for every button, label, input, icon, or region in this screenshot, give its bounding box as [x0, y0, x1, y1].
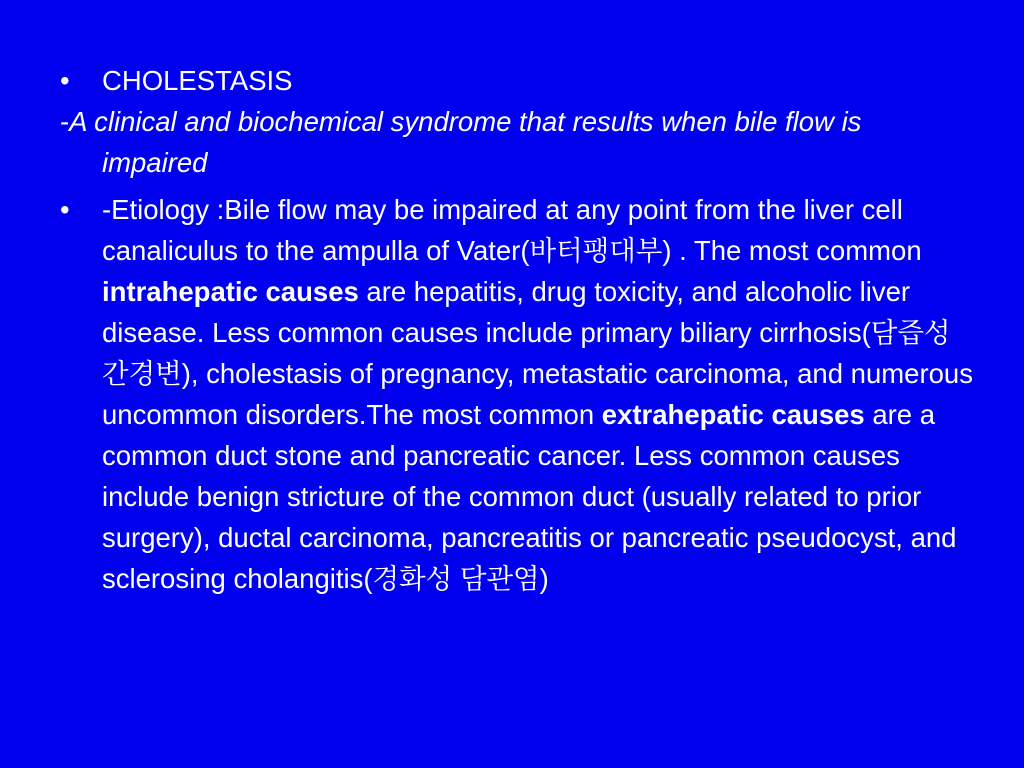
title-bullet	[60, 60, 974, 101]
bullet-icon: •	[60, 194, 70, 225]
extrahepatic-causes-bold: extrahepatic causes	[601, 399, 865, 430]
slide-title: CHOLESTASIS	[102, 65, 293, 96]
definition-line	[60, 101, 974, 183]
etiology-bullet	[60, 189, 974, 599]
etiology-part-2: are hepatitis, drug toxicity, and alcoholic liver disease. Less common causes include primary biliary cirrhosis(담즙성간경변), cholestasis of pregnancy, metastatic carcinoma, and numerous uncommon disorders.The most common	[102, 276, 973, 430]
definition-text: A clinical and biochemical syndrome that results when bile flow is impaired	[69, 106, 862, 178]
definition-dash: -	[60, 106, 70, 137]
etiology-part-3: are a common duct stone and pancreatic cancer. Less common causes include benign stricture of the common duct (usually related to prior surgery), ductal carcinoma, pancreatitis or pancreatic pseudocyst, and sclerosing cholangitis(경화성 담관염)	[102, 399, 957, 594]
etiology-part-1: -Etiology :Bile flow may be impaired at any point from the liver cell canaliculus to the ampulla of Vater(바터팽대부) . The most common	[102, 194, 922, 266]
bullet-icon: •	[60, 65, 70, 96]
etiology-text	[102, 194, 973, 594]
intrahepatic-causes-bold: intrahepatic causes	[102, 276, 359, 307]
